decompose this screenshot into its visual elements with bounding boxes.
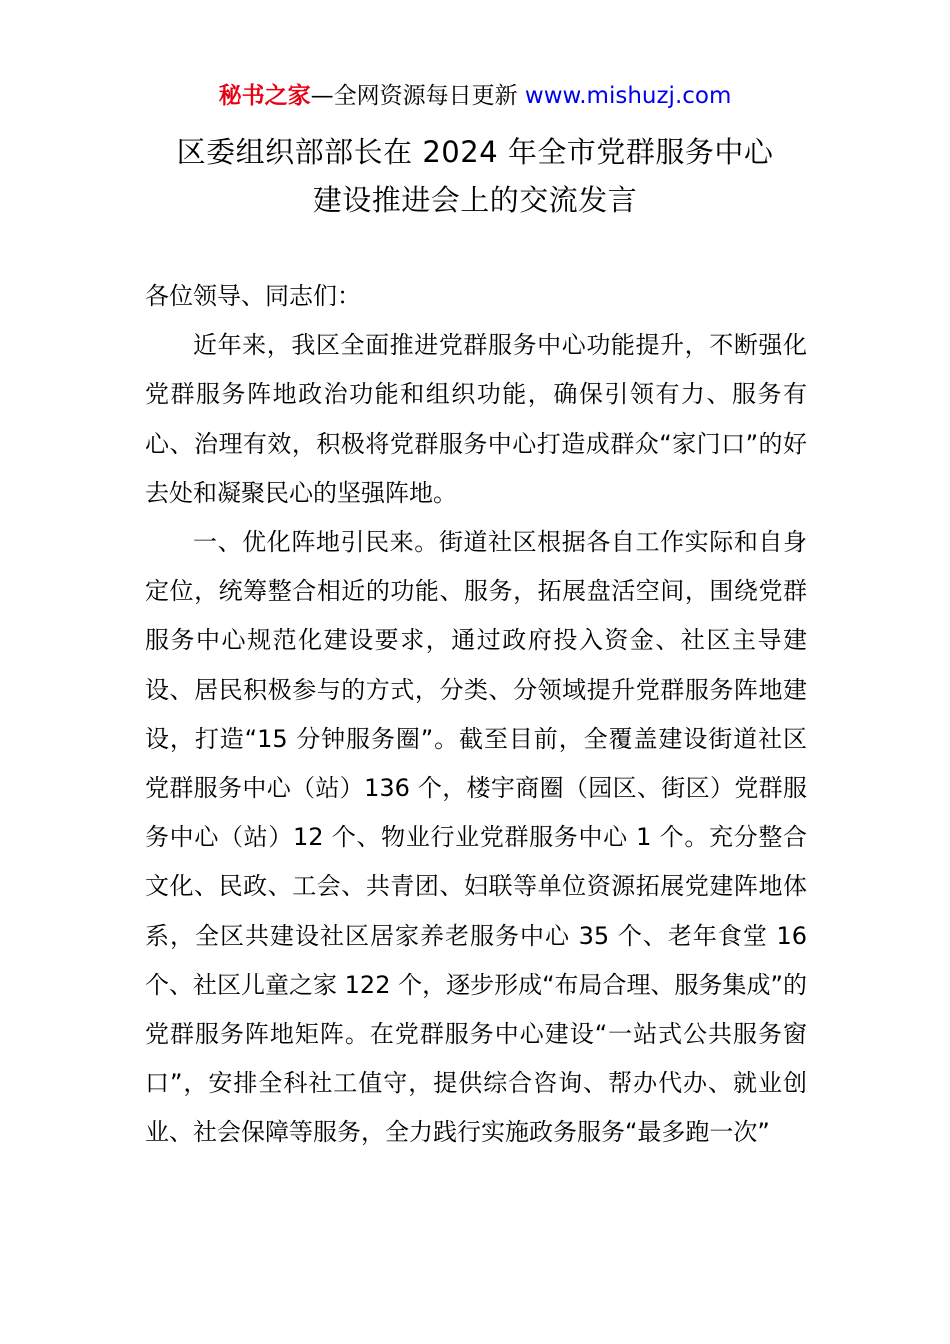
- document-title: [0, 128, 950, 224]
- title-line-2: 建设推进会上的交流发言: [312, 183, 638, 217]
- site-url-link[interactable]: www.mishuzj.com: [524, 83, 732, 109]
- title-line-1: 区委组织部部长在 2024 年全市党群服务中心: [176, 135, 774, 169]
- paragraph-intro: 近年来，我区全面推进党群服务中心功能提升，不断强化党群服务阵地政治功能和组织功能，确保引领有力、服务有心、治理有效，积极将党群服务中心打造成群众“家门口”的好去处和凝聚民心的坚强阵地。: [145, 331, 807, 507]
- site-tagline: —全网资源每日更新: [310, 83, 518, 109]
- paragraph-section-one: 一、优化阵地引民来。街道社区根据各自工作实际和自身定位，统筹整合相近的功能、服务，拓展盘活空间，围绕党群服务中心规范化建设要求，通过政府投入资金、社区主导建设、居民积极参与的方式，分类、分领域提升党群服务阵地建设，打造“15 分钟服务圈”。截至目前，全覆盖建设街道社区党群服务中心（站）136 个，楼宇商圈（园区、街区）党群服务中心（站）12 个、物业行业党群服务中心 1 个。充分整合文化、民政、工会、共青团、妇联等单位资源拓展党建阵地体系，全区共建设社区居家养老服务中心 35 个、老年食堂 16 个、社区儿童之家 122 个，逐步形成“布局合理、服务集成”的党群服务阵地矩阵。在党群服务中心建设“一站式公共服务窗口”，安排全科社工值守，提供综合咨询、帮办代办、就业创业、社会保障等服务，全力践行实施政务服务“最多跑一次”: [145, 528, 807, 1147]
- document-body: [145, 272, 807, 1158]
- greeting: 各位领导、同志们：: [145, 282, 361, 310]
- site-name: 秘书之家: [218, 83, 311, 109]
- site-header: [0, 80, 950, 112]
